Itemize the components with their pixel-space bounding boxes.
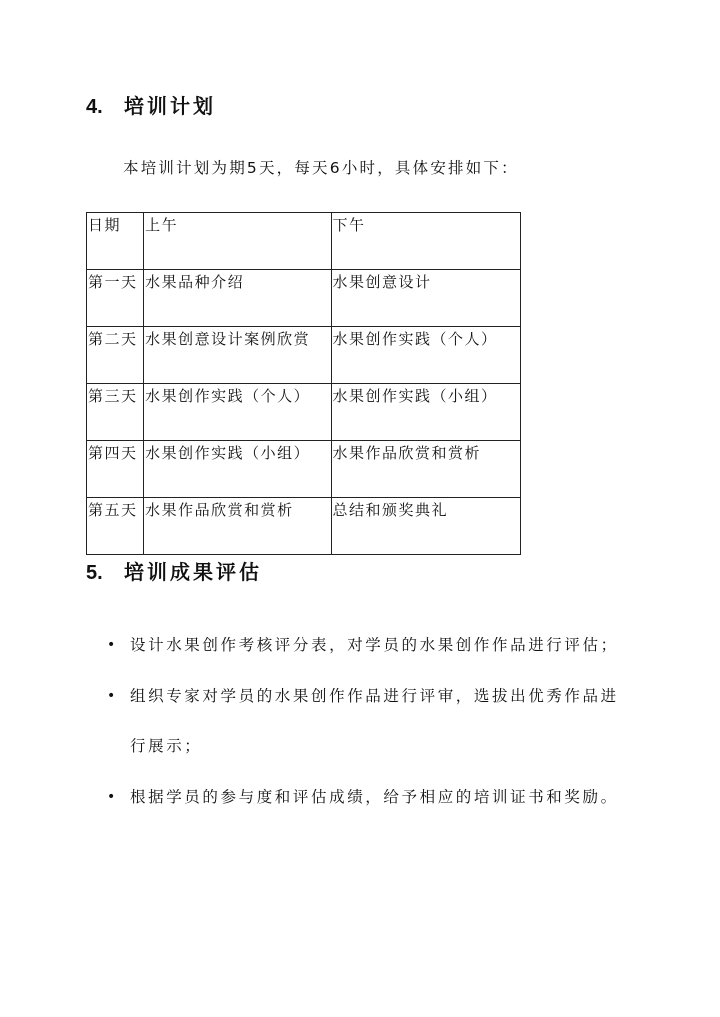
day-cell: 第二天 [87,327,144,384]
afternoon-cell: 水果作品欣赏和赏析 [331,441,520,498]
bullet-icon: • [107,789,118,805]
list-item-text: 设计水果创作考核评分表，对学员的水果创作作品进行评估； [130,636,619,654]
list-item [107,620,619,670]
list-item [107,772,619,822]
table-row [87,441,521,498]
morning-cell: 水果创作实践（个人） [144,384,331,441]
afternoon-cell: 水果创作实践（小组） [331,384,520,441]
section-5-title: 培训成果评估 [124,560,262,584]
plan-intro-text: 本培训计划为期5天，每天6小时，具体安排如下： [123,159,519,177]
table-row [87,327,521,384]
section-5-heading [86,556,262,585]
section-4-title: 培训计划 [124,94,216,118]
bullet-icon: • [107,637,118,653]
day-cell: 第一天 [87,270,144,327]
day-cell: 第三天 [87,384,144,441]
morning-cell: 水果作品欣赏和赏析 [144,498,331,555]
training-schedule-table [86,212,521,555]
section-4-number: 4. [86,96,103,118]
afternoon-cell: 水果创作实践（个人） [331,327,520,384]
afternoon-cell: 水果创意设计 [331,270,520,327]
table-row [87,270,521,327]
header-morning: 上午 [144,213,331,270]
evaluation-list [107,620,619,823]
bullet-icon: • [107,688,118,704]
day-cell: 第五天 [87,498,144,555]
section-5-number: 5. [86,562,103,584]
section-4-heading [86,90,216,119]
header-date: 日期 [87,213,144,270]
morning-cell: 水果创作实践（小组） [144,441,331,498]
day-cell: 第四天 [87,441,144,498]
table-row [87,384,521,441]
morning-cell: 水果创意设计案例欣赏 [144,327,331,384]
afternoon-cell: 总结和颁奖典礼 [331,498,520,555]
list-item-text: 组织专家对学员的水果创作作品进行评审，选拔出优秀作品进行展示； [130,687,619,755]
list-item [107,671,619,771]
table-header-row [87,213,521,270]
morning-cell: 水果品种介绍 [144,270,331,327]
table-row [87,498,521,555]
list-item-text: 根据学员的参与度和评估成绩，给予相应的培训证书和奖励。 [130,788,619,806]
header-afternoon: 下午 [331,213,520,270]
